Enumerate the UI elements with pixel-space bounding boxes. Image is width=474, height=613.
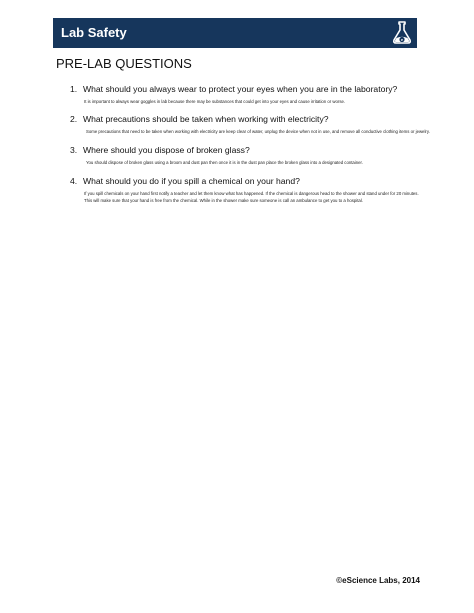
question-2 [70,114,460,135]
answer-text: Some precautions that need to be taken when working with electricity are keep clear of water, unplug the device when not in use, and remove all conductive clothing items or jewelry. [86,129,430,134]
question-3 [70,145,460,166]
question-text: What should you do if you spill a chemical on your hand? [83,176,300,186]
question-number: 3. [70,145,78,155]
question-1 [70,84,460,105]
question-text: Where should you dispose of broken glass? [83,145,250,155]
question-4 [70,176,460,204]
flask-icon [391,20,413,46]
question-text: What precautions should be taken when working with electricity? [83,114,329,124]
copyright-footer: ©eScience Labs, 2014 [336,576,420,585]
question-number: 2. [70,114,78,124]
question-number: 4. [70,176,78,186]
question-text: What should you always wear to protect your eyes when you are in the laboratory? [83,84,398,94]
svg-text:e: e [400,37,404,42]
page-title: PRE-LAB QUESTIONS [56,56,192,71]
answer-text: It is important to always wear goggles in lab because there may be substances that could get into your eyes and cause irritation or worse. [84,99,346,104]
answer-text-line-1: If you spill chemicals on your hand first notify a teacher and let them know what has happened. If the chemical is dangerous head to the shower and stand under for 20 minutes. [84,191,419,196]
question-number: 1. [70,84,78,94]
answer-text: You should dispose of broken glass using a broom and dust pan then once it is in the dust pan place the broken glass into a designated container. [86,160,363,165]
answer-text-line-2: This will make sure that your hand is free from the chemical. While in the shower make sure someone is call an ambulance to get you to a hospital. [84,198,363,203]
header-title: Lab Safety [61,25,127,40]
header-bar [53,18,417,48]
